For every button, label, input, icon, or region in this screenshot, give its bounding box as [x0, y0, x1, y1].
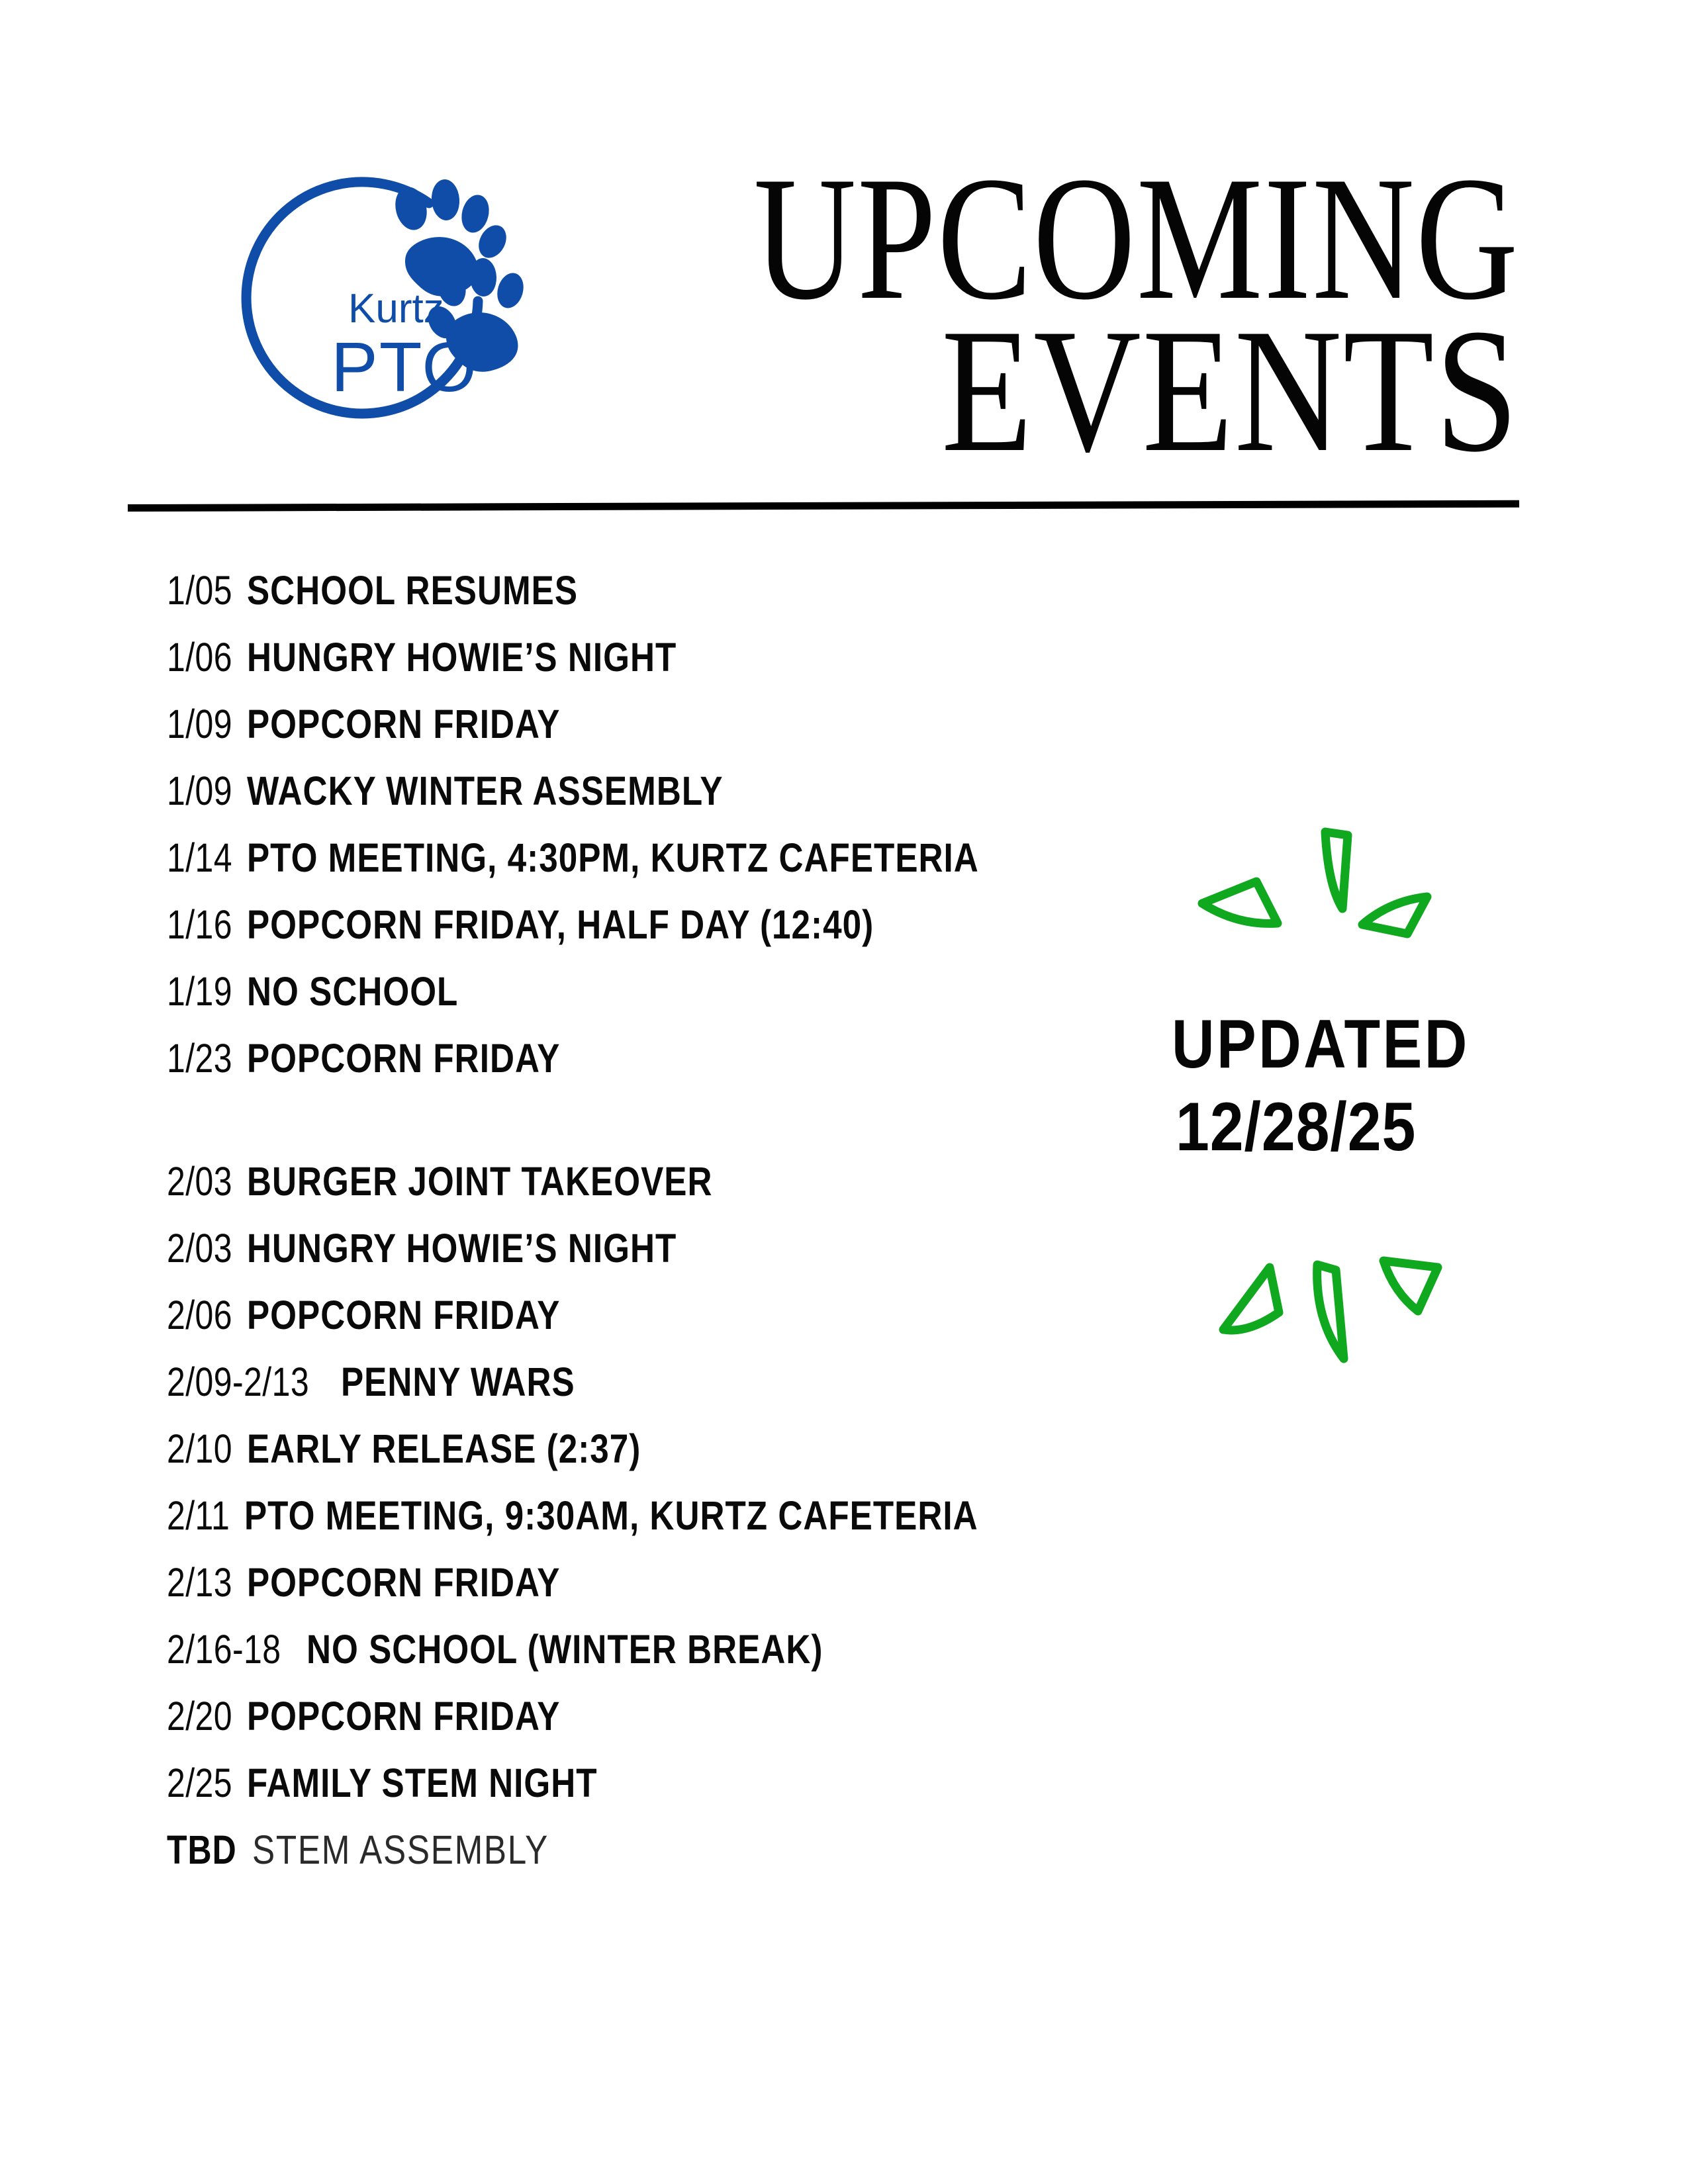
event-name: NO SCHOOL (WINTER BREAK) — [306, 1627, 823, 1672]
event-name: POPCORN FRIDAY — [247, 1036, 561, 1081]
event-date: 1/09 — [167, 768, 233, 813]
event-name: POPCORN FRIDAY — [247, 702, 561, 747]
event-name: BURGER JOINT TAKEOVER — [247, 1159, 713, 1204]
updated-badge — [1172, 804, 1602, 1380]
event-name: NO SCHOOL — [247, 969, 459, 1014]
event-date: 1/09 — [167, 702, 233, 747]
event-row — [167, 1549, 1305, 1616]
event-date: TBD — [167, 1827, 237, 1872]
event-row — [167, 1025, 1305, 1092]
event-row — [167, 1349, 1305, 1416]
event-date: 1/06 — [167, 635, 233, 680]
event-name: POPCORN FRIDAY — [247, 1694, 561, 1739]
event-name: PTO MEETING, 9:30AM, KURTZ CAFETERIA — [244, 1493, 978, 1538]
updated-label: UPDATED — [1172, 1006, 1470, 1083]
event-name: POPCORN FRIDAY — [247, 1293, 561, 1338]
page-title — [526, 140, 1519, 489]
event-name: STEM ASSEMBLY — [252, 1827, 549, 1872]
event-row — [167, 1616, 1305, 1683]
event-row — [167, 758, 1305, 825]
starburst-ray-icon-bottom — [1185, 1241, 1450, 1387]
event-date: 1/05 — [167, 568, 233, 613]
event-name: SCHOOL RESUMES — [247, 568, 579, 613]
event-date: 2/03 — [167, 1159, 233, 1204]
logo-name-pto: PTO — [331, 328, 478, 406]
event-list — [167, 557, 1305, 1884]
event-row — [167, 1282, 1305, 1349]
updated-text — [1172, 1003, 1556, 1168]
logo-svg — [218, 169, 530, 467]
event-date: 1/16 — [167, 902, 233, 947]
event-name: FAMILY STEM NIGHT — [247, 1760, 598, 1805]
page-title-line-2: EVENTS — [941, 292, 1519, 489]
event-row — [167, 557, 1305, 624]
event-name: HUNGRY HOWIE’S NIGHT — [247, 635, 677, 680]
event-date: 2/11 — [167, 1493, 230, 1538]
page-header — [0, 0, 1688, 503]
event-date: 1/14 — [167, 835, 233, 880]
event-date: 2/25 — [167, 1760, 233, 1805]
starburst-ray-icon-top — [1172, 804, 1436, 956]
event-row — [167, 891, 1305, 958]
event-date: 2/16-18 — [167, 1627, 281, 1672]
event-row — [167, 1482, 1305, 1549]
event-name: WACKY WINTER ASSEMBLY — [247, 768, 724, 813]
event-date: 2/06 — [167, 1293, 233, 1338]
event-name: HUNGRY HOWIE’S NIGHT — [247, 1226, 677, 1271]
event-name: EARLY RELEASE (2:37) — [247, 1426, 641, 1471]
event-row — [167, 1148, 1305, 1215]
page-title-line-1: UPCOMING — [753, 140, 1519, 336]
updated-date: 12/28/25 — [1176, 1088, 1417, 1165]
event-name: POPCORN FRIDAY, HALF DAY (12:40) — [247, 902, 874, 947]
event-row — [167, 1817, 1305, 1884]
event-row — [167, 1683, 1305, 1750]
event-row — [167, 691, 1305, 758]
event-row — [167, 825, 1305, 891]
event-row-spacer — [167, 1092, 1305, 1148]
kurtz-pto-logo — [218, 169, 530, 467]
header-divider — [128, 500, 1519, 512]
event-name: PTO MEETING, 4:30PM, KURTZ CAFETERIA — [247, 835, 979, 880]
event-row — [167, 1215, 1305, 1282]
event-date: 1/23 — [167, 1036, 233, 1081]
event-row — [167, 1750, 1305, 1817]
event-date: 2/10 — [167, 1426, 233, 1471]
event-date: 2/13 — [167, 1560, 233, 1605]
logo-name-kurtz: Kurtz — [348, 286, 444, 332]
event-row — [167, 1416, 1305, 1482]
event-date: 2/20 — [167, 1694, 233, 1739]
event-date: 2/09-2/13 — [167, 1359, 310, 1404]
event-name: PENNY WARS — [340, 1359, 575, 1404]
event-row — [167, 958, 1305, 1025]
event-name: POPCORN FRIDAY — [247, 1560, 561, 1605]
event-date: 1/19 — [167, 969, 233, 1014]
event-date: 2/03 — [167, 1226, 233, 1271]
event-row — [167, 624, 1305, 691]
